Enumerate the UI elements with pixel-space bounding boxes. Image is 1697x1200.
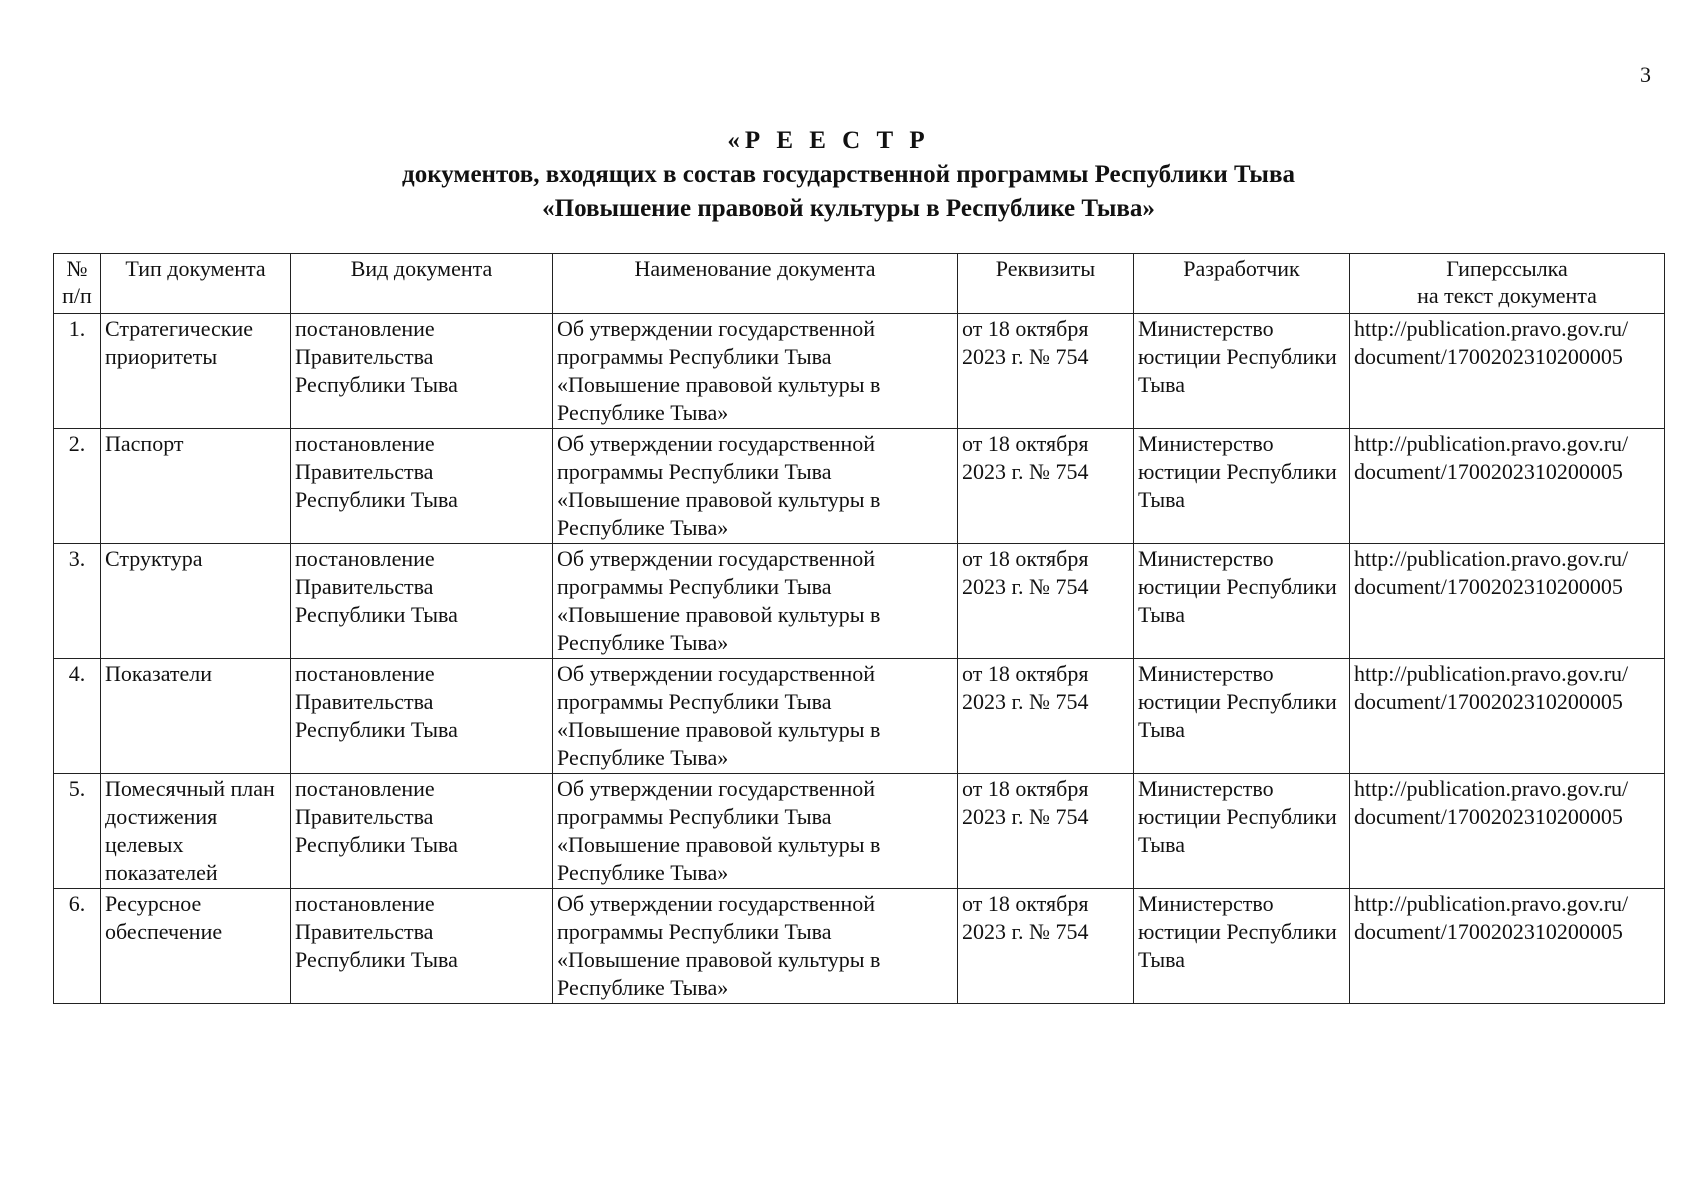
title-line-2: документов, входящих в состав государственной программы Республики Тыва bbox=[402, 161, 1295, 188]
title-line-1: «Р Е Е С Т Р bbox=[727, 127, 930, 154]
row-link-line1[interactable]: http://publication.pravo.gov.ru/ bbox=[1354, 431, 1629, 456]
header-developer: Разработчик bbox=[1134, 254, 1350, 314]
header-link-line2: на текст документа bbox=[1417, 283, 1597, 308]
row-developer: Министерство юстиции Республики Тыва bbox=[1134, 889, 1350, 1004]
row-num: 2. bbox=[54, 429, 101, 544]
registry-table bbox=[53, 253, 1665, 1004]
row-developer: Министерство юстиции Республики Тыва bbox=[1134, 544, 1350, 659]
header-link-line1: Гиперссылка bbox=[1446, 256, 1568, 281]
row-link[interactable] bbox=[1350, 889, 1665, 1004]
page-number: 3 bbox=[1640, 62, 1651, 87]
row-link-line2[interactable]: document/1700202310200005 bbox=[1354, 919, 1623, 944]
header-requisites: Реквизиты bbox=[958, 254, 1134, 314]
row-num: 3. bbox=[54, 544, 101, 659]
row-developer: Министерство юстиции Республики Тыва bbox=[1134, 429, 1350, 544]
row-name: Об утверждении государственной программы Республики Тыва «Повышение правовой культуры в Республике Тыва» bbox=[553, 659, 958, 774]
row-link-line1[interactable]: http://publication.pravo.gov.ru/ bbox=[1354, 661, 1629, 686]
row-link[interactable] bbox=[1350, 429, 1665, 544]
row-requisites: от 18 октября 2023 г. № 754 bbox=[958, 429, 1134, 544]
header-type: Тип документа bbox=[101, 254, 291, 314]
row-name: Об утверждении государственной программы Республики Тыва «Повышение правовой культуры в Республике Тыва» bbox=[553, 429, 958, 544]
row-developer: Министерство юстиции Республики Тыва bbox=[1134, 314, 1350, 429]
header-link bbox=[1350, 254, 1665, 314]
row-type: Показатели bbox=[101, 659, 291, 774]
row-type: Стратегические приоритеты bbox=[101, 314, 291, 429]
row-link-line1[interactable]: http://publication.pravo.gov.ru/ bbox=[1354, 891, 1629, 916]
row-link-line1[interactable]: http://publication.pravo.gov.ru/ bbox=[1354, 316, 1629, 341]
row-link[interactable] bbox=[1350, 659, 1665, 774]
row-link-line2[interactable]: document/1700202310200005 bbox=[1354, 574, 1623, 599]
table-row bbox=[54, 314, 1665, 429]
row-kind: постановление Правительства Республики Тыва bbox=[291, 774, 553, 889]
table-row bbox=[54, 659, 1665, 774]
row-link-line2[interactable]: document/1700202310200005 bbox=[1354, 804, 1623, 829]
title-line-3: «Повышение правовой культуры в Республике Тыва» bbox=[542, 195, 1155, 222]
row-developer: Министерство юстиции Республики Тыва bbox=[1134, 774, 1350, 889]
row-requisites: от 18 октября 2023 г. № 754 bbox=[958, 889, 1134, 1004]
row-type: Помесячный план достижения целевых показателей bbox=[101, 774, 291, 889]
row-name: Об утверждении государственной программы Республики Тыва «Повышение правовой культуры в Республике Тыва» bbox=[553, 889, 958, 1004]
table-header-row bbox=[54, 254, 1665, 314]
document-title bbox=[0, 124, 1697, 226]
row-kind: постановление Правительства Республики Тыва bbox=[291, 314, 553, 429]
table-row bbox=[54, 889, 1665, 1004]
table-row bbox=[54, 429, 1665, 544]
row-type: Ресурсное обеспечение bbox=[101, 889, 291, 1004]
header-num: № п/п bbox=[54, 254, 101, 314]
row-kind: постановление Правительства Республики Тыва bbox=[291, 429, 553, 544]
row-link-line2[interactable]: document/1700202310200005 bbox=[1354, 689, 1623, 714]
row-link-line2[interactable]: document/1700202310200005 bbox=[1354, 344, 1623, 369]
row-num: 4. bbox=[54, 659, 101, 774]
row-link-line2[interactable]: document/1700202310200005 bbox=[1354, 459, 1623, 484]
row-requisites: от 18 октября 2023 г. № 754 bbox=[958, 659, 1134, 774]
row-name: Об утверждении государственной программы Республики Тыва «Повышение правовой культуры в Республике Тыва» bbox=[553, 774, 958, 889]
header-kind: Вид документа bbox=[291, 254, 553, 314]
row-name: Об утверждении государственной программы Республики Тыва «Повышение правовой культуры в Республике Тыва» bbox=[553, 314, 958, 429]
row-requisites: от 18 октября 2023 г. № 754 bbox=[958, 774, 1134, 889]
row-kind: постановление Правительства Республики Тыва bbox=[291, 544, 553, 659]
row-link[interactable] bbox=[1350, 314, 1665, 429]
row-requisites: от 18 октября 2023 г. № 754 bbox=[958, 314, 1134, 429]
row-num: 6. bbox=[54, 889, 101, 1004]
row-num: 1. bbox=[54, 314, 101, 429]
row-num: 5. bbox=[54, 774, 101, 889]
row-link-line1[interactable]: http://publication.pravo.gov.ru/ bbox=[1354, 776, 1629, 801]
row-requisites: от 18 октября 2023 г. № 754 bbox=[958, 544, 1134, 659]
table-row bbox=[54, 774, 1665, 889]
row-developer: Министерство юстиции Республики Тыва bbox=[1134, 659, 1350, 774]
header-name: Наименование документа bbox=[553, 254, 958, 314]
table-row bbox=[54, 544, 1665, 659]
row-kind: постановление Правительства Республики Тыва bbox=[291, 889, 553, 1004]
row-type: Паспорт bbox=[101, 429, 291, 544]
row-kind: постановление Правительства Республики Тыва bbox=[291, 659, 553, 774]
row-type: Структура bbox=[101, 544, 291, 659]
row-link[interactable] bbox=[1350, 544, 1665, 659]
row-name: Об утверждении государственной программы Республики Тыва «Повышение правовой культуры в Республике Тыва» bbox=[553, 544, 958, 659]
row-link-line1[interactable]: http://publication.pravo.gov.ru/ bbox=[1354, 546, 1629, 571]
row-link[interactable] bbox=[1350, 774, 1665, 889]
